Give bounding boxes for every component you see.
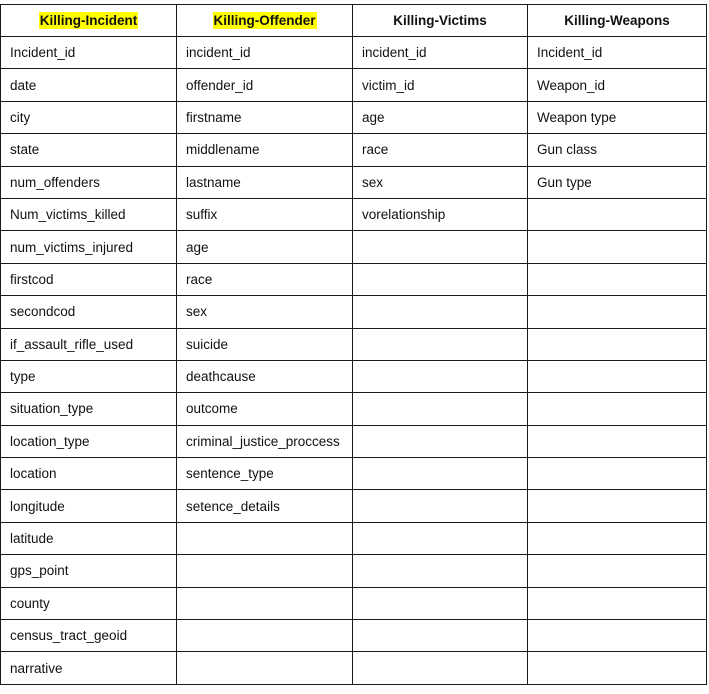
table-cell-weapons [528, 620, 707, 652]
table-row [1, 425, 707, 457]
table-cell-incident: Incident_id [1, 37, 177, 69]
table-cell-incident: num_victims_injured [1, 231, 177, 263]
column-header-label: Killing-Incident [39, 13, 138, 28]
table-cell-offender: suicide [177, 328, 353, 360]
table-cell-victims [353, 296, 528, 328]
table-cell-weapons [528, 425, 707, 457]
column-header-label: Killing-Weapons [564, 13, 670, 28]
table-cell-offender: outcome [177, 393, 353, 425]
table-row [1, 198, 707, 230]
table-cell-weapons: Gun class [528, 134, 707, 166]
header-row [1, 5, 707, 37]
table-row [1, 328, 707, 360]
column-header-incident [1, 5, 177, 37]
table-cell-victims [353, 458, 528, 490]
table-row [1, 458, 707, 490]
table-cell-victims [353, 555, 528, 587]
table-cell-weapons [528, 231, 707, 263]
table-cell-weapons: Weapon_id [528, 69, 707, 101]
table-cell-victims [353, 231, 528, 263]
table-cell-weapons [528, 652, 707, 684]
table-cell-weapons [528, 360, 707, 392]
table-cell-incident: latitude [1, 522, 177, 554]
table-cell-weapons [528, 458, 707, 490]
table-cell-incident: state [1, 134, 177, 166]
table-row [1, 360, 707, 392]
table-cell-offender: setence_details [177, 490, 353, 522]
table-row [1, 652, 707, 684]
table-cell-offender [177, 620, 353, 652]
table-cell-weapons [528, 263, 707, 295]
table-cell-offender: firstname [177, 101, 353, 133]
table-row [1, 393, 707, 425]
table-row [1, 37, 707, 69]
table-row [1, 620, 707, 652]
table-cell-victims: incident_id [353, 37, 528, 69]
table-cell-victims [353, 393, 528, 425]
table-cell-weapons: Weapon type [528, 101, 707, 133]
table-cell-offender: age [177, 231, 353, 263]
table-cell-incident: firstcod [1, 263, 177, 295]
table-cell-weapons [528, 587, 707, 619]
table-row [1, 555, 707, 587]
table-cell-weapons [528, 296, 707, 328]
table-cell-offender: sentence_type [177, 458, 353, 490]
table-cell-incident: situation_type [1, 393, 177, 425]
table-cell-incident: city [1, 101, 177, 133]
table-cell-weapons [528, 522, 707, 554]
table-cell-victims: victim_id [353, 69, 528, 101]
table-cell-offender: deathcause [177, 360, 353, 392]
table-row [1, 101, 707, 133]
table-cell-victims: sex [353, 166, 528, 198]
column-header-weapons [528, 5, 707, 37]
table-cell-offender [177, 587, 353, 619]
table-cell-incident: Num_victims_killed [1, 198, 177, 230]
table-cell-weapons [528, 328, 707, 360]
table-cell-victims [353, 587, 528, 619]
table-cell-offender [177, 652, 353, 684]
column-header-label: Killing-Victims [393, 13, 487, 28]
table-cell-victims [353, 652, 528, 684]
column-header-victims [353, 5, 528, 37]
table-row [1, 296, 707, 328]
table-cell-incident: type [1, 360, 177, 392]
schema-sheet [0, 4, 707, 685]
table-row [1, 69, 707, 101]
table-cell-incident: county [1, 587, 177, 619]
table-cell-offender: lastname [177, 166, 353, 198]
table-cell-victims [353, 522, 528, 554]
table-row [1, 522, 707, 554]
table-cell-victims [353, 620, 528, 652]
table-cell-incident: location [1, 458, 177, 490]
table-cell-weapons [528, 198, 707, 230]
table-cell-incident: secondcod [1, 296, 177, 328]
table-cell-victims: race [353, 134, 528, 166]
table-cell-weapons: Gun type [528, 166, 707, 198]
table-cell-weapons [528, 393, 707, 425]
table-cell-victims [353, 263, 528, 295]
table-cell-victims: vorelationship [353, 198, 528, 230]
table-cell-incident: census_tract_geoid [1, 620, 177, 652]
table-header [1, 5, 707, 37]
table-cell-victims [353, 360, 528, 392]
table-cell-incident: num_offenders [1, 166, 177, 198]
table-cell-victims: age [353, 101, 528, 133]
table-cell-offender: offender_id [177, 69, 353, 101]
column-header-label: Killing-Offender [213, 13, 316, 28]
schema-table [0, 4, 707, 685]
table-cell-victims [353, 425, 528, 457]
table-cell-incident: date [1, 69, 177, 101]
table-cell-weapons [528, 555, 707, 587]
table-cell-victims [353, 328, 528, 360]
table-cell-offender: criminal_justice_proccess [177, 425, 353, 457]
table-cell-offender: incident_id [177, 37, 353, 69]
table-cell-offender: middlename [177, 134, 353, 166]
table-cell-weapons: Incident_id [528, 37, 707, 69]
table-row [1, 587, 707, 619]
table-cell-victims [353, 490, 528, 522]
table-cell-incident: if_assault_rifle_used [1, 328, 177, 360]
table-cell-offender: sex [177, 296, 353, 328]
table-body [1, 37, 707, 685]
table-cell-offender [177, 522, 353, 554]
table-row [1, 490, 707, 522]
table-row [1, 134, 707, 166]
table-cell-weapons [528, 490, 707, 522]
table-row [1, 166, 707, 198]
table-cell-incident: location_type [1, 425, 177, 457]
table-cell-offender: suffix [177, 198, 353, 230]
table-cell-incident: gps_point [1, 555, 177, 587]
table-cell-incident: longitude [1, 490, 177, 522]
table-cell-incident: narrative [1, 652, 177, 684]
table-row [1, 263, 707, 295]
table-cell-offender [177, 555, 353, 587]
table-row [1, 231, 707, 263]
table-cell-offender: race [177, 263, 353, 295]
column-header-offender [177, 5, 353, 37]
